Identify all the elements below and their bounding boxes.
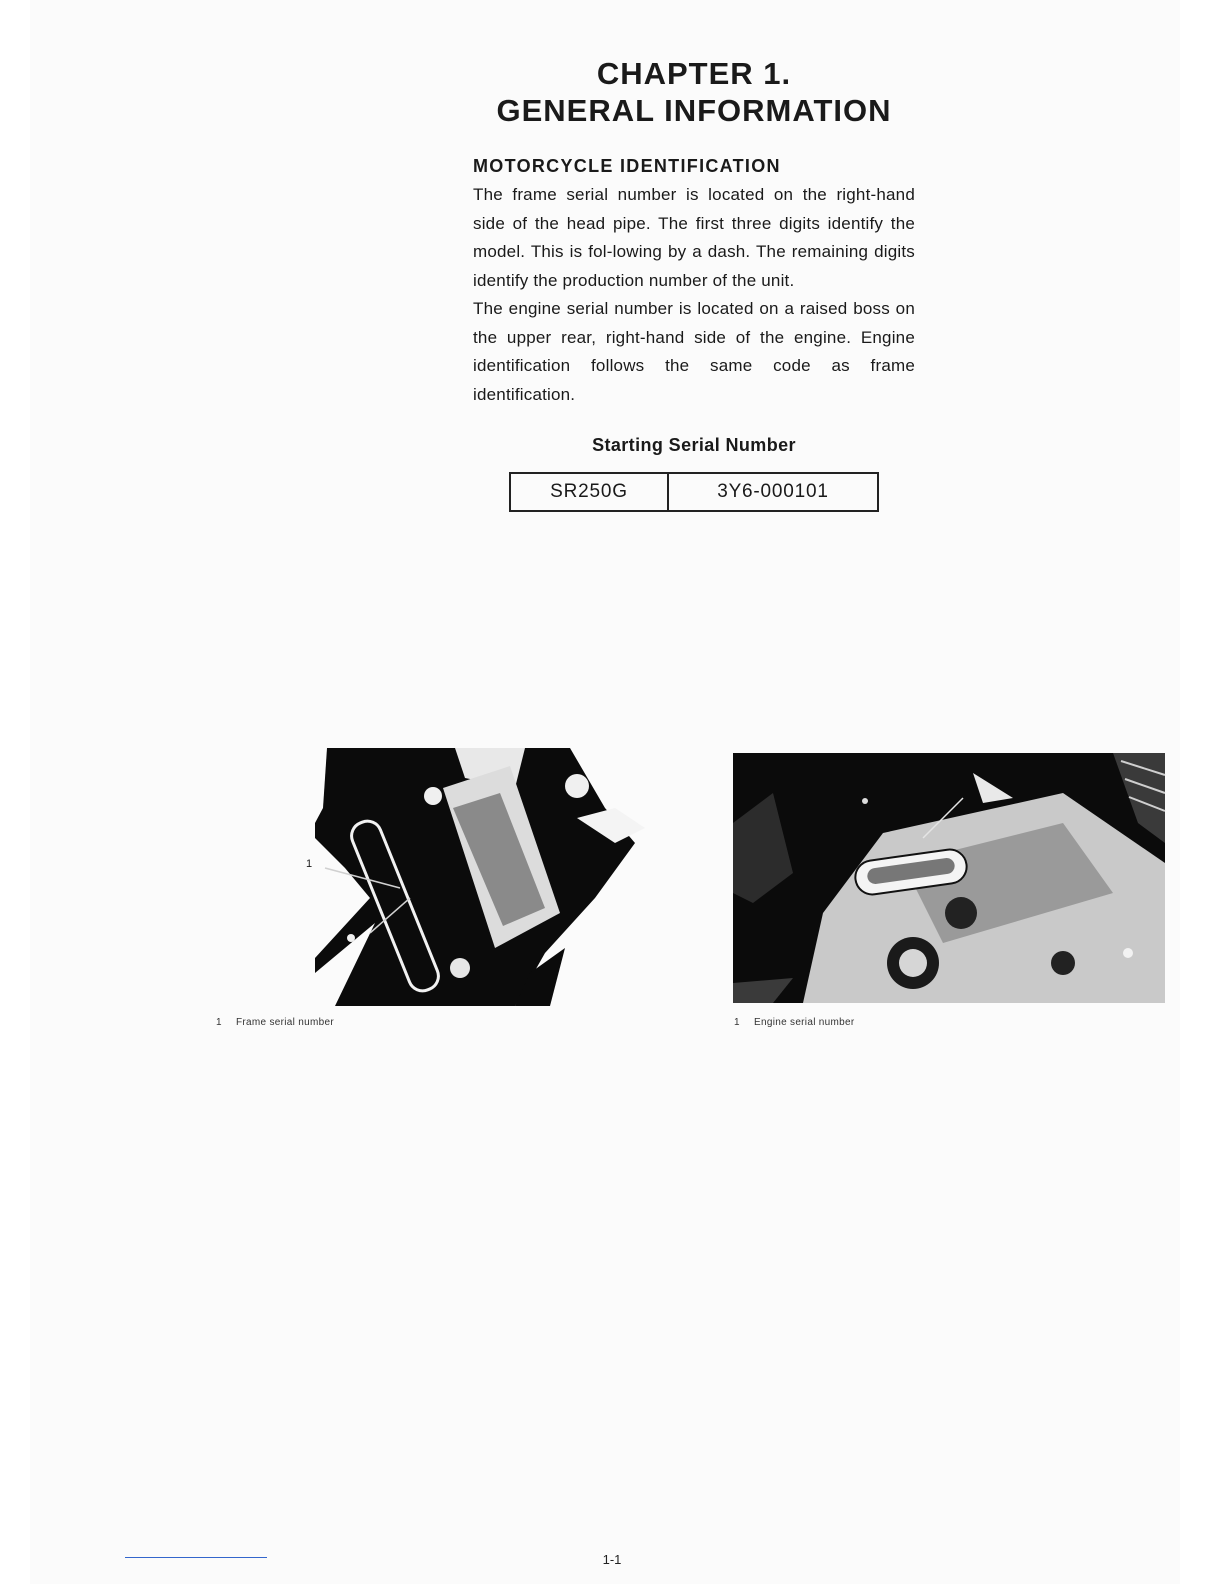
engine-serial-photo xyxy=(733,753,1165,1003)
serial-cell: 3Y6-000101 xyxy=(668,473,878,511)
frame-photo-graphic xyxy=(315,748,655,1006)
serial-table-title: Starting Serial Number xyxy=(592,435,796,455)
section-heading: MOTORCYCLE IDENTIFICATION xyxy=(473,156,781,176)
caption-text: Frame serial number xyxy=(236,1017,334,1028)
frame-callout-label: 1 xyxy=(306,858,313,870)
page-number: 1-1 xyxy=(602,1552,622,1567)
frame-serial-photo xyxy=(306,748,655,1006)
caption-number: 1 xyxy=(734,1017,740,1028)
chapter-number: CHAPTER 1. xyxy=(596,56,792,91)
table-row xyxy=(510,473,878,511)
content-column xyxy=(473,55,915,512)
frame-photo-caption xyxy=(216,1017,334,1028)
caption-text: Engine serial number xyxy=(754,1017,855,1028)
engine-photo-caption xyxy=(734,1017,855,1028)
caption-number: 1 xyxy=(216,1017,222,1028)
link-underline[interactable] xyxy=(125,1557,267,1558)
chapter-title: GENERAL INFORMATION xyxy=(496,93,892,128)
serial-number-table xyxy=(509,472,879,512)
engine-photo-graphic xyxy=(733,753,1165,1003)
frame-serial-paragraph: The frame serial number is located on the right-hand side of the head pipe. The first three digits identify the model. This is fol-lowing by a dash. The remaining digits identify the production number of the unit. xyxy=(473,185,915,290)
model-cell: SR250G xyxy=(550,481,628,502)
engine-serial-paragraph: The engine serial number is located on a raised boss on the upper rear, right-hand side of the engine. Engine identification follows the same code as frame identification. xyxy=(473,299,915,404)
